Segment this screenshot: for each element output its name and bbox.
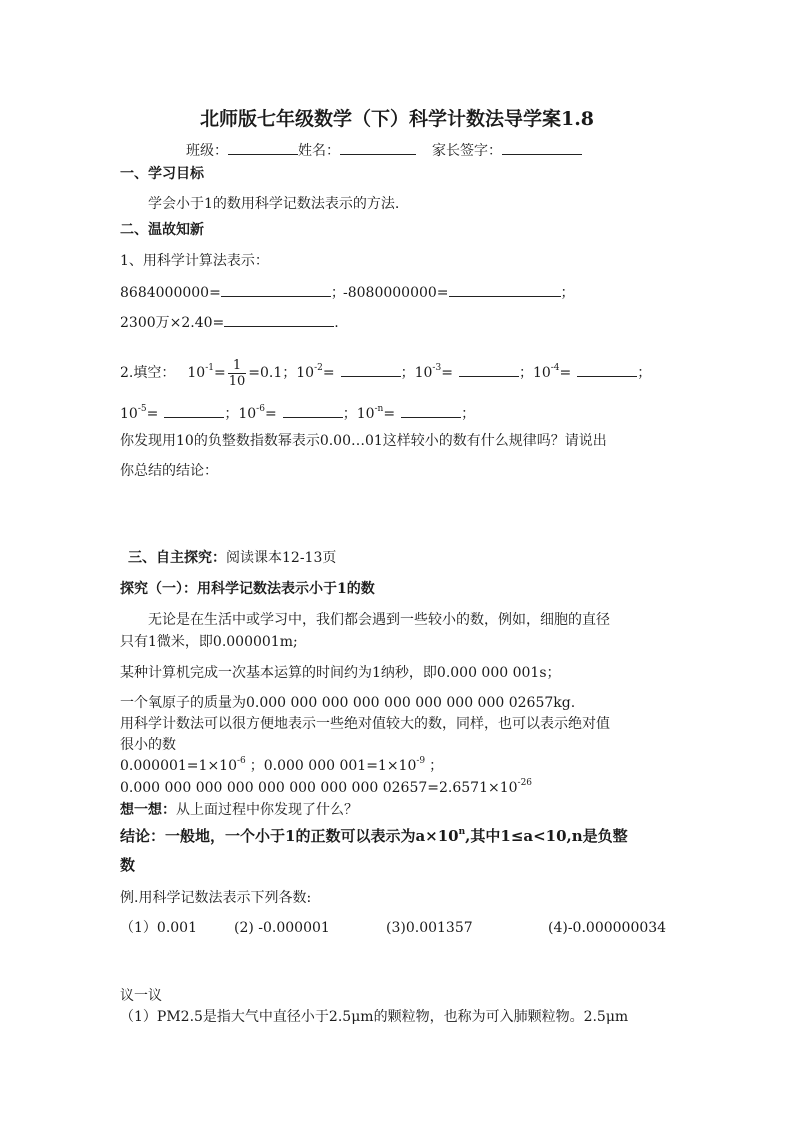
explore-heading-label: 三、自主探究： xyxy=(128,550,226,566)
conclusion-line-1 xyxy=(120,826,628,846)
review-expr-line-1 xyxy=(120,283,345,302)
pow-1-eq: = xyxy=(213,365,226,381)
think-text: 从上面过程中你发现了什么？ xyxy=(176,802,358,818)
pow-2-end: ； xyxy=(400,365,415,381)
conclusion-text-b: ,其中1≤a<10,n是负整 xyxy=(465,827,628,845)
example-item-2: (2) -0.000001 xyxy=(234,920,330,936)
pow-6-end: ； xyxy=(342,406,357,422)
discuss-heading: 议一议 xyxy=(120,988,162,1004)
explore-para-4a: 用科学计数法可以很方便地表示一些绝对值较大的数，同样，也可以表示绝对值 xyxy=(120,716,610,732)
formula-line-2 xyxy=(120,779,532,797)
section-goal-heading: 一、学习目标 xyxy=(120,166,204,182)
formula-1-exp: -6 xyxy=(236,756,246,766)
explore-para-3: 一个氧原子的质量为0.000 000 000 000 000 000 000 000 02657kg. xyxy=(120,695,576,711)
pow-7-exp: -n xyxy=(374,404,384,414)
pow-7-eq: = xyxy=(383,406,396,422)
fill-label: 2.填空： xyxy=(120,365,176,381)
expr-2: -8080000000= xyxy=(343,285,449,301)
pow-2-base: 10 xyxy=(296,365,315,381)
formula-2-end: ； xyxy=(429,758,444,774)
example-title: 例.用科学记数法表示下列各数: xyxy=(120,890,312,906)
pow-3-eq: = xyxy=(441,365,453,381)
name-label: 姓名： xyxy=(298,143,340,159)
explore-para-4b: 很小的数 xyxy=(120,737,176,753)
section-explore-heading xyxy=(128,549,336,567)
pow-3-base: 10 xyxy=(414,365,433,381)
think-line xyxy=(120,801,358,819)
conclusion-text-a: 结论：一般地，一个小于1的正数可以表示为a×10 xyxy=(120,827,459,845)
explore-para-1a: 无论是在生活中或学习中，我们都会遇到一些较小的数，例如，细胞的直径 xyxy=(148,612,610,628)
pow-5-base: 10 xyxy=(120,406,138,422)
pow-5-eq: = xyxy=(146,406,159,422)
fraction-denominator: 10 xyxy=(228,373,246,389)
expr-2-end: ； xyxy=(560,285,575,301)
formula-2-exp: -9 xyxy=(416,756,426,766)
pow-2-eq: = xyxy=(322,365,335,381)
expr-3-blank[interactable] xyxy=(224,313,334,327)
class-label: 班级： xyxy=(186,143,228,159)
explore-heading-tail: 阅读课本12-13页 xyxy=(226,550,337,566)
formula-3: 0.000 000 000 000 000 000 000 000 02657=2.6571×10 xyxy=(120,780,518,796)
class-blank[interactable] xyxy=(228,141,298,155)
expr-3-end: . xyxy=(334,315,339,331)
fraction-numerator: 1 xyxy=(228,358,247,374)
pow-1-value: =0.1； xyxy=(248,365,297,381)
review-q3-line-1: 你发现用10的负整数指数幂表示0.00…01这样较小的数有什么规律吗？请说出 xyxy=(120,433,607,449)
pow-6-exp: -6 xyxy=(256,404,265,414)
page-title: 北师版七年级数学（下）科学计数法导学案1.8 xyxy=(199,108,595,130)
pow-4-base: 10 xyxy=(532,365,551,381)
parent-label: 家长签字： xyxy=(432,143,502,159)
pow-4-end: ； xyxy=(637,365,652,381)
pow-5-end: ； xyxy=(224,406,239,422)
info-line xyxy=(186,141,582,160)
formula-2: ；0.000 000 001=1×10 xyxy=(249,758,417,774)
pow-5-exp: -5 xyxy=(137,404,147,414)
explore-para-2: 某种计算机完成一次基本运算的时间约为1纳秒，即0.000 000 001s； xyxy=(120,665,561,681)
review-expr-line-2 xyxy=(343,283,575,302)
pow-1-exp: -1 xyxy=(205,363,214,373)
pow-1-base: 10 xyxy=(187,365,206,381)
expr-1-blank[interactable] xyxy=(221,283,331,297)
parent-blank[interactable] xyxy=(502,141,582,155)
pow-3-exp: -3 xyxy=(432,363,442,373)
expr-1-end: ； xyxy=(330,285,345,301)
name-blank[interactable] xyxy=(340,141,416,155)
fill-line-1 xyxy=(120,356,651,390)
conclusion-exp: n xyxy=(458,827,466,837)
pow-3-end: ； xyxy=(518,365,533,381)
expr-1: 8684000000= xyxy=(120,285,221,301)
review-q1: 1、用科学计算法表示： xyxy=(120,253,269,269)
discuss-item-1: （1）PM2.5是指大气中直径小于2.5μm的颗粒物，也称为可入肺颗粒物。2.5μm xyxy=(120,1009,629,1025)
expr-3: 2300万×2.40= xyxy=(120,315,225,331)
pow-7-blank[interactable] xyxy=(401,404,461,418)
formula-line-1 xyxy=(120,757,443,775)
conclusion-line-2: 数 xyxy=(120,856,136,874)
expr-2-blank[interactable] xyxy=(449,283,561,297)
example-item-4: (4)-0.000000034 xyxy=(548,920,667,936)
example-item-3: (3)0.001357 xyxy=(386,920,473,936)
pow-3-blank[interactable] xyxy=(459,363,519,377)
pow-4-exp: -4 xyxy=(550,363,560,373)
explore-1-title: 探究（一）：用科学记数法表示小于1的数 xyxy=(120,581,375,597)
formula-3-exp: -26 xyxy=(517,778,533,788)
fill-line-2 xyxy=(120,404,475,423)
pow-6-blank[interactable] xyxy=(283,404,343,418)
review-q3-line-2: 你总结的结论： xyxy=(120,463,218,479)
fraction xyxy=(228,358,247,389)
pow-6-eq: = xyxy=(264,406,277,422)
review-expr-line-3 xyxy=(120,313,339,332)
pow-6-base: 10 xyxy=(238,406,257,422)
pow-5-blank[interactable] xyxy=(164,404,224,418)
think-label: 想一想： xyxy=(120,802,176,818)
goal-text: 学会小于1的数用科学记数法表示的方法. xyxy=(148,196,400,212)
pow-7-end: ； xyxy=(461,406,476,422)
explore-para-1b: 只有1微米，即0.000001m; xyxy=(120,634,298,650)
pow-2-exp: -2 xyxy=(314,363,323,373)
formula-1: 0.000001=1×10 xyxy=(120,758,237,774)
section-review-heading: 二、温故知新 xyxy=(120,222,204,238)
example-item-1: （1）0.001 xyxy=(120,920,197,936)
pow-7-base: 10 xyxy=(356,406,375,422)
pow-4-eq: = xyxy=(559,365,572,381)
pow-4-blank[interactable] xyxy=(577,363,637,377)
pow-2-blank[interactable] xyxy=(341,363,401,377)
